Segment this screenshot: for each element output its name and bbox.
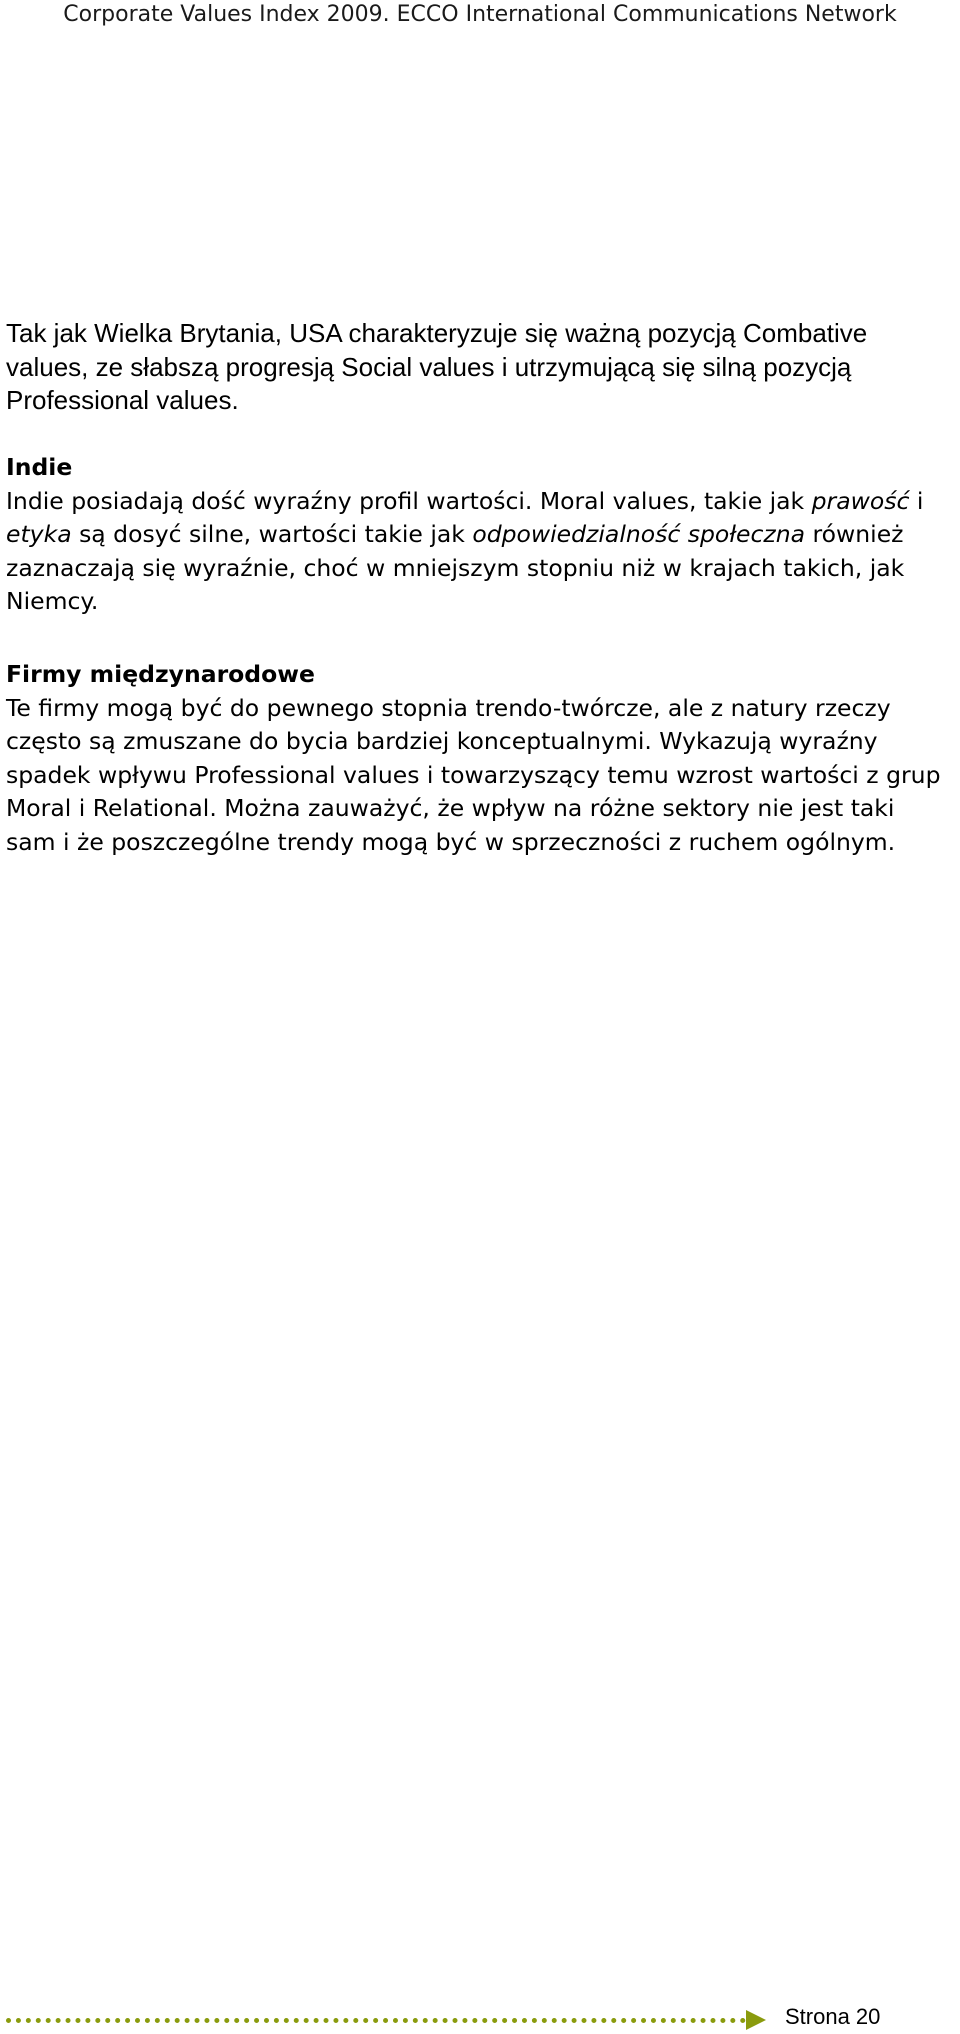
page-header — [0, 0, 960, 30]
india-text-2: i — [909, 486, 924, 515]
section-india-heading: Indie — [6, 453, 73, 481]
footer-dotted-line — [6, 2018, 746, 2023]
india-text-4: również zaznaczają się wyraźnie, choć w mniejszym stopniu niż w krajach takich, jak Niemcy. — [6, 520, 905, 615]
section-india-body — [6, 485, 950, 619]
paragraph-usa — [6, 317, 950, 418]
india-text-3: są dosyć silne, wartości takie jak — [71, 520, 473, 548]
section-international — [6, 658, 950, 859]
triangle-arrow-icon — [746, 2010, 766, 2030]
india-italic-prawosc: prawość — [811, 486, 910, 515]
india-text-1: Indie posiadają dość wyraźny profil wartości. Moral values, takie jak — [6, 486, 812, 515]
paragraph-usa-text: Tak jak Wielka Brytania, USA charakteryzuje się ważną pozycją Combative values, ze słabszą progresją Social values i utrzymującą się silną pozycją Professional values. — [6, 318, 868, 415]
page-footer — [0, 2000, 960, 2030]
india-italic-odpowiedzialnosc: odpowiedzialność społeczna — [472, 520, 806, 548]
header-title: Corporate Values Index 2009. ECCO International Communications Network — [63, 2, 897, 27]
page-number: Strona 20 — [785, 2004, 881, 2029]
section-international-body: Te firmy mogą być do pewnego stopnia trendo-twórcze, ale z natury rzeczy często są zmuszane do bycia bardziej konceptualnymi. Wykazują wyraźny spadek wpływu Professional values i towarzyszący temu wzrost wartości z grup Moral i Relational. Można zauważyć, że wpływ na różne sektory nie jest taki sam i że poszczególne trendy mogą być w sprzeczności z ruchem ogólnym. — [6, 693, 941, 856]
section-india — [6, 451, 950, 619]
section-international-heading: Firmy międzynarodowe — [6, 660, 315, 688]
india-italic-etyka: etyka — [6, 520, 72, 548]
